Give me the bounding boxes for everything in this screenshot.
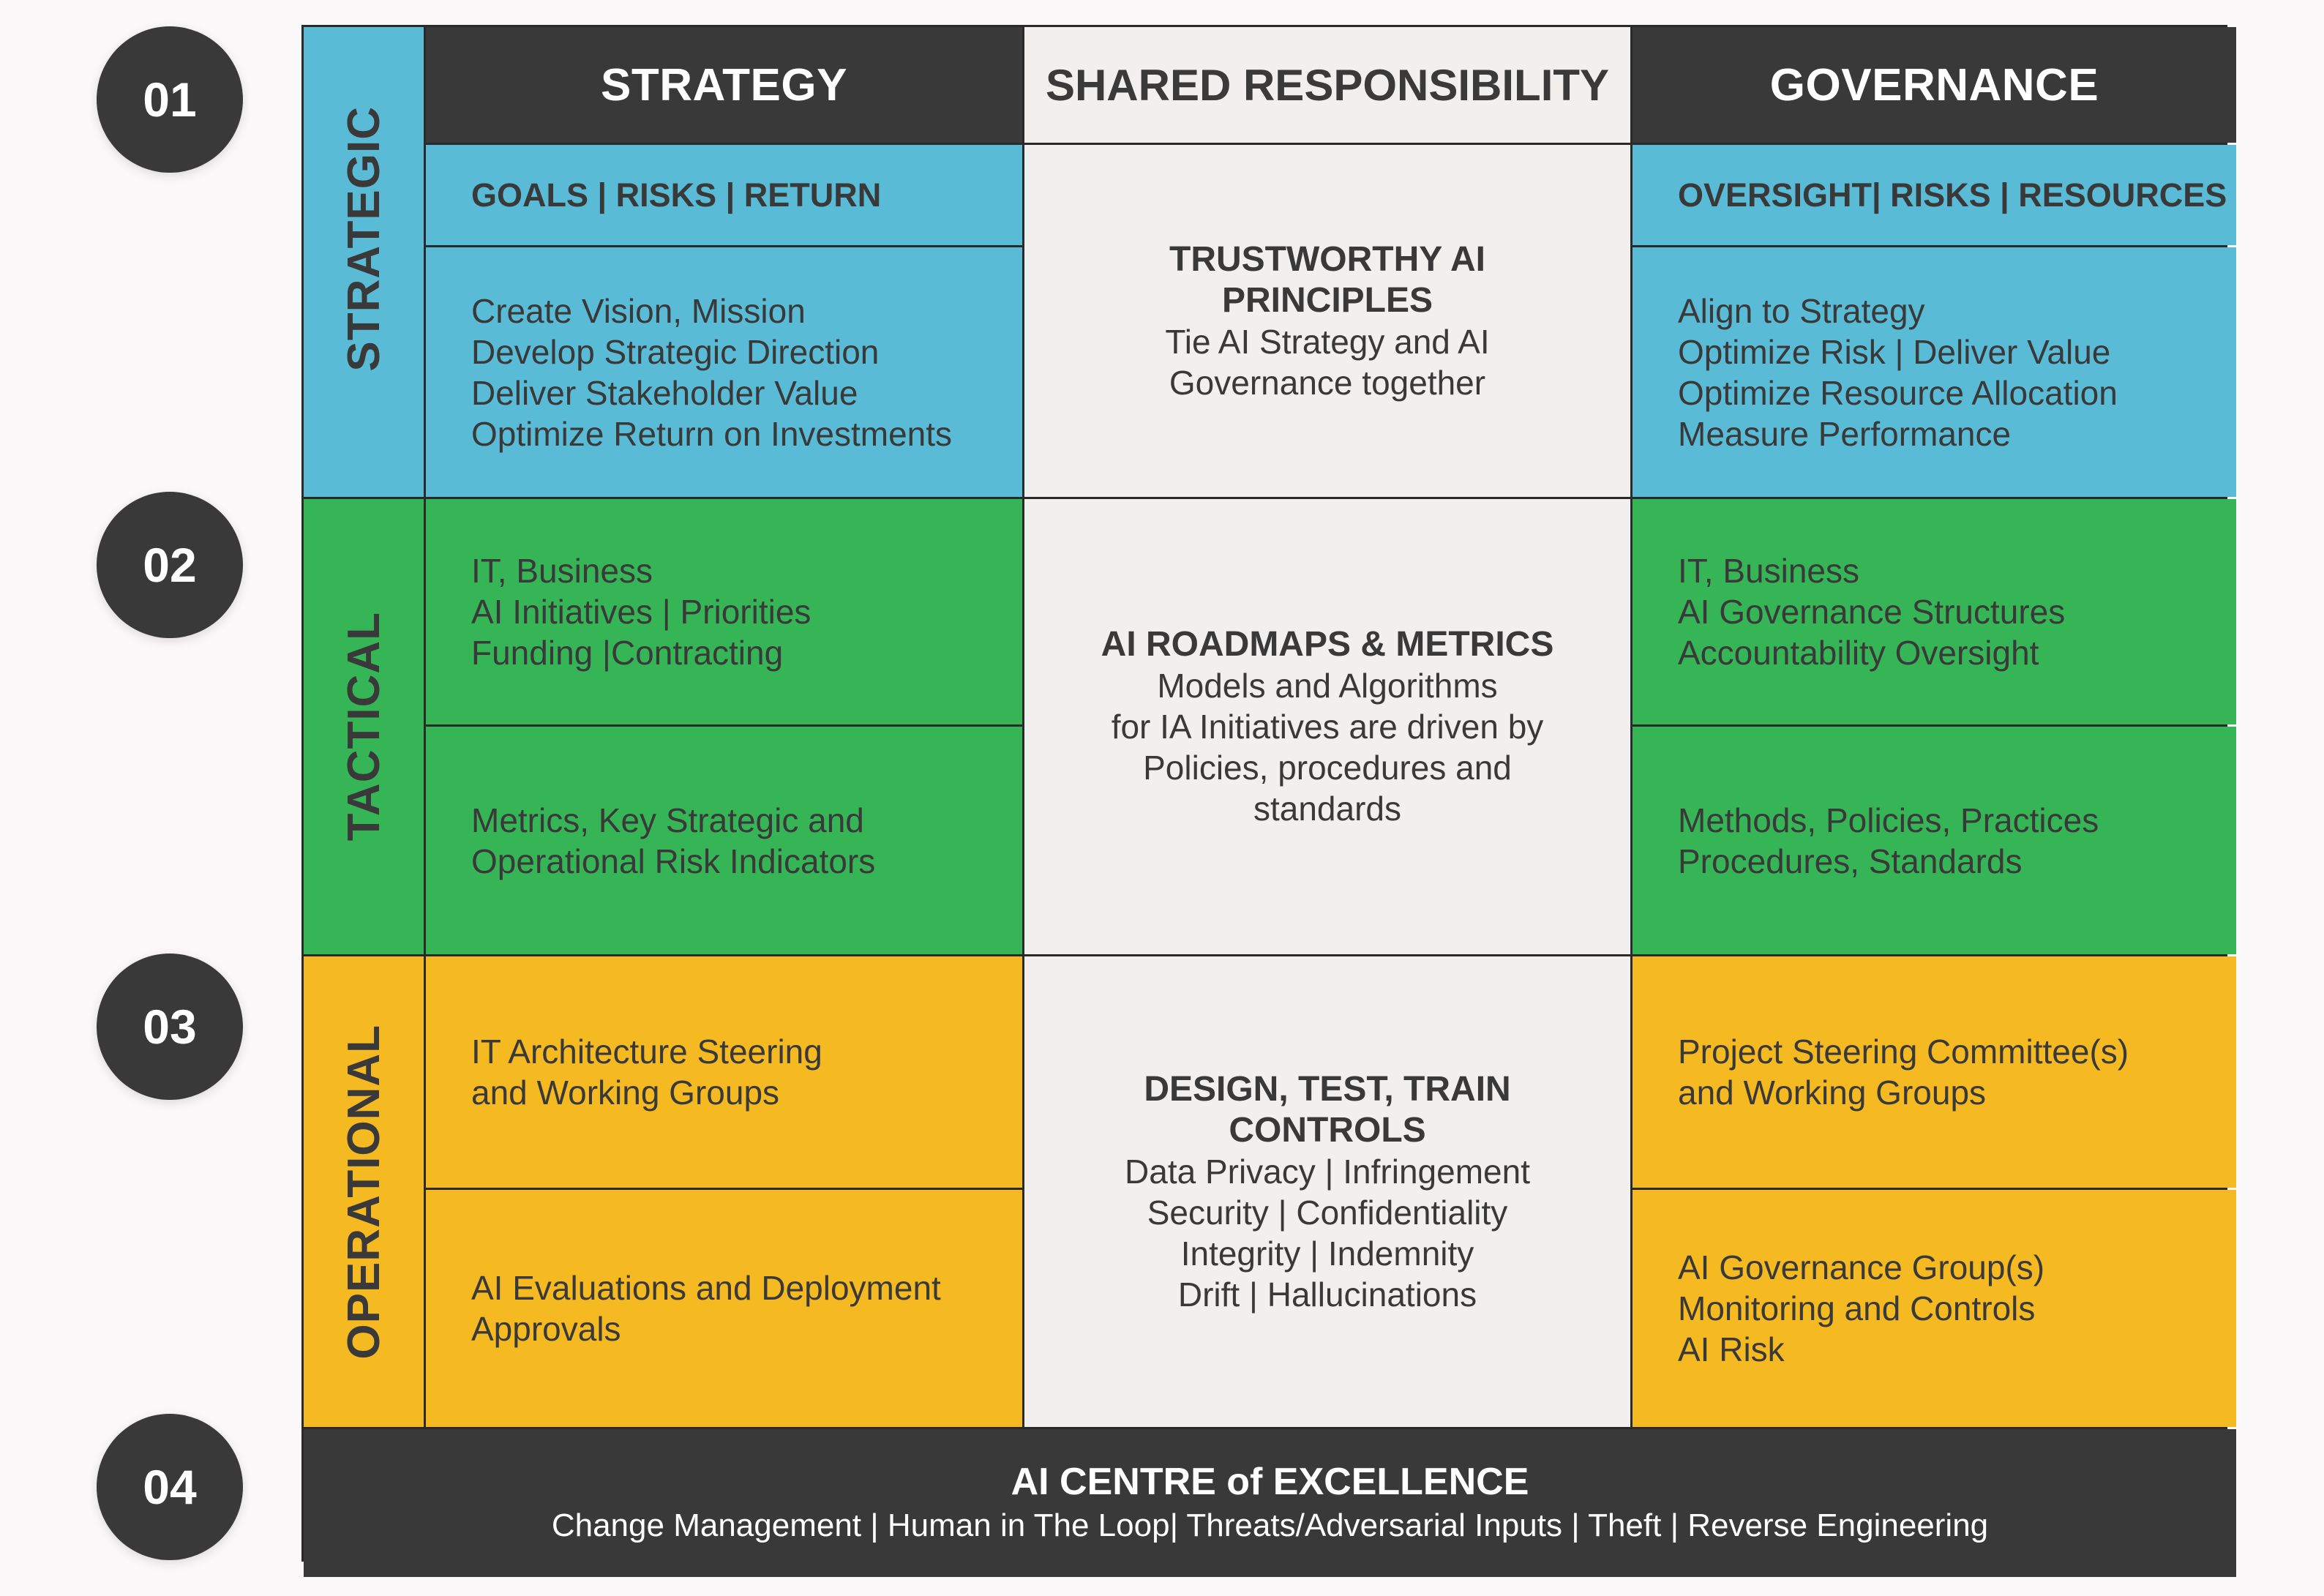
list-item: AI Risk [1678,1330,1785,1368]
list-item: Procedures, Standards [1678,842,2023,880]
center-body-line: Drift | Hallucinations [1177,1275,1477,1314]
list-item: Project Steering Committee(s) [1678,1033,2129,1071]
center-title-line: DESIGN, TEST, TRAIN [1144,1069,1511,1109]
tactical-label: TACTICAL [338,612,389,842]
strategic-side-label-text [304,27,424,494]
center-title-line: TRUSTWORTHY AI [1169,239,1485,279]
list-item: Operational Risk Indicators [471,842,876,880]
operational-side-label [304,956,424,1427]
list-item: Create Vision, Mission [471,291,806,330]
list-item: IT, Business [1678,552,1859,590]
operational-label: OPERATIONAL [338,1024,389,1360]
center-body-line: Data Privacy | Infringement [1125,1152,1530,1191]
strategic-label: STRATEGIC [338,105,389,372]
governance-header: GOVERNANCE [1633,27,2236,143]
strategic-strategy-list [426,247,1022,497]
operational-governance-bottom [1633,1190,2236,1427]
tactical-governance-top [1633,499,2236,724]
tactical-shared-cell [1024,499,1630,954]
list-item: Monitoring and Controls [1678,1289,2036,1327]
list-item: AI Initiatives | Priorities [471,593,811,631]
list-item: IT, Business [471,552,653,590]
tactical-side-label [304,499,424,954]
operational-strategy-bottom [426,1190,1022,1427]
footer-subtitle: Change Management | Human in The Loop| Threats/Adversarial Inputs | Theft | Reverse Engineering [551,1507,1989,1543]
list-item: IT Architecture Steering [471,1033,822,1071]
list-item: Approvals [471,1310,621,1348]
strategic-shared-cell [1024,145,1630,497]
operational-shared-cell [1024,956,1630,1427]
list-item: AI Governance Structures [1678,593,2066,631]
centre-of-excellence-footer [304,1429,2236,1577]
list-item: Metrics, Key Strategic and [471,801,864,839]
operational-strategy-top [426,956,1022,1188]
list-item: Optimize Resource Allocation [1678,373,2118,412]
tactical-governance-bottom [1633,727,2236,954]
list-item: Deliver Stakeholder Value [471,373,858,412]
center-title-line: PRINCIPLES [1221,280,1433,320]
center-title-line: AI ROADMAPS & METRICS [1101,625,1554,664]
list-item: Accountability Oversight [1678,634,2039,672]
footer-title: AI CENTRE of EXCELLENCE [1011,1461,1529,1503]
step-circle-02: 02 [97,492,243,638]
center-body-line: for IA Initiatives are driven by [1111,708,1544,746]
list-item: Optimize Return on Investments [471,414,953,453]
tactical-strategy-top [426,499,1022,724]
center-body-line: Governance together [1169,363,1486,402]
center-body-line: Integrity | Indemnity [1180,1234,1474,1273]
strategy-header: STRATEGY [426,27,1022,143]
center-body-line: Tie AI Strategy and AI [1165,322,1490,361]
list-item: Methods, Policies, Practices [1678,801,2099,839]
tactical-strategy-bottom [426,727,1022,954]
list-item: Measure Performance [1678,414,2012,453]
center-body-line: Security | Confidentiality [1147,1193,1508,1232]
strategic-governance-subheader: OVERSIGHT| RISKS | RESOURCES [1633,145,2236,245]
list-item: and Working Groups [1678,1074,1987,1112]
list-item: Funding |Contracting [471,634,784,672]
center-body-line: standards [1253,790,1401,828]
list-item: Align to Strategy [1678,291,1925,330]
strategic-strategy-subheader: GOALS | RISKS | RETURN [426,145,1022,245]
list-item: AI Evaluations and Deployment [471,1269,941,1307]
list-item: Develop Strategic Direction [471,332,880,371]
center-body-line: Policies, procedures and [1143,749,1512,787]
list-item: AI Governance Group(s) [1678,1248,2045,1286]
center-body-line: Models and Algorithms [1157,667,1498,705]
strategic-governance-list [1633,247,2236,497]
list-item: and Working Groups [471,1074,780,1112]
step-circle-03: 03 [97,954,243,1100]
list-item: Optimize Risk | Deliver Value [1678,332,2111,371]
operational-governance-top [1633,956,2236,1188]
framework-grid [301,25,2227,1562]
shared-responsibility-header: SHARED RESPONSIBILITY [1024,27,1630,143]
center-title-line: CONTROLS [1229,1110,1426,1150]
step-circle-01: 01 [97,26,243,173]
step-circle-04: 04 [97,1414,243,1560]
